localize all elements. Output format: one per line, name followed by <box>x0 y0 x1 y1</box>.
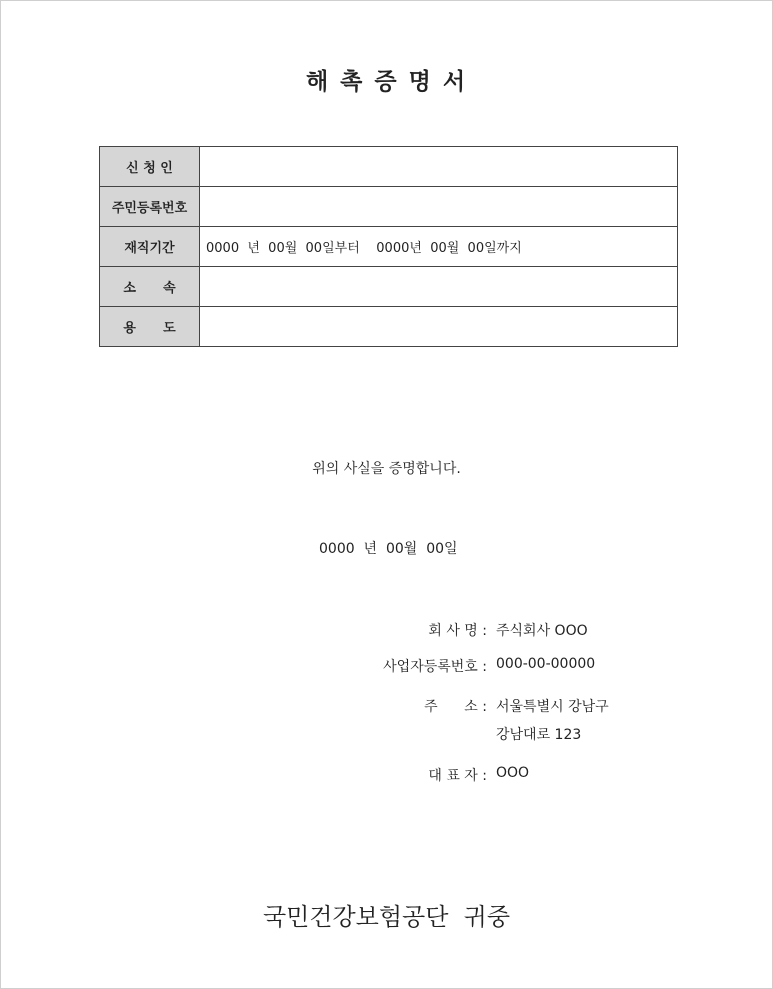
business-number-value: 000-00-00000 <box>496 656 596 672</box>
company-name-label: 회 사 명 : <box>428 623 487 639</box>
affiliation-label: 소 속 <box>100 267 200 307</box>
resident-number-label: 주민등록번호 <box>100 187 200 227</box>
company-name-value: 주식회사 OOO <box>496 623 588 639</box>
applicant-label: 신 청 인 <box>100 147 200 187</box>
table-row <box>100 227 678 267</box>
issue-date: 0000 년 00월 00일 <box>319 541 458 557</box>
address-label: 주 소 : <box>424 699 487 715</box>
ceo-label: 대 표 자 : <box>428 768 487 784</box>
table-row <box>100 267 678 307</box>
resident-number-value <box>200 187 678 227</box>
purpose-label: 용 도 <box>100 307 200 347</box>
table-row <box>100 187 678 227</box>
affiliation-value <box>200 267 678 307</box>
document-title: 해 촉 증 명 서 <box>305 69 468 95</box>
info-table <box>99 146 678 347</box>
ceo-value: OOO <box>496 765 530 781</box>
business-number-label: 사업자등록번호 : <box>383 659 487 675</box>
table-row <box>100 307 678 347</box>
employment-period-label: 재직기간 <box>100 227 200 267</box>
table-row <box>100 147 678 187</box>
certification-statement: 위의 사실을 증명합니다. <box>312 461 461 477</box>
recipient: 국민건강보험공단 귀중 <box>262 903 511 931</box>
address-line-2: 강남대로 123 <box>496 727 582 743</box>
employment-period-value: 0000 년 00월 00일부터 0000년 00월 00일까지 <box>200 227 678 267</box>
applicant-value <box>200 147 678 187</box>
purpose-value <box>200 307 678 347</box>
address-line-1: 서울특별시 강남구 <box>496 699 609 715</box>
